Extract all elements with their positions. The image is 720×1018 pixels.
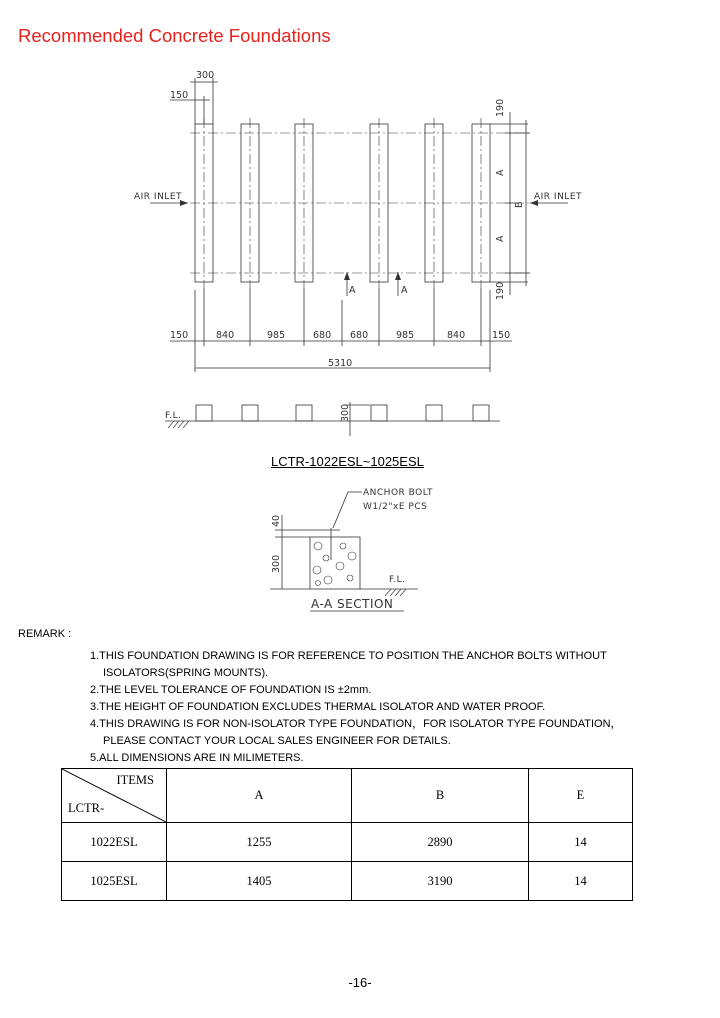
air-inlet-left: AIR INLET — [134, 192, 183, 202]
section-dim-40: 40 — [271, 514, 282, 527]
model-title: LCTR-1022ESL~1025ESL — [271, 454, 424, 469]
column-header: E — [529, 769, 633, 823]
bottom-dim: 150 — [170, 330, 189, 341]
dim-a-1: A — [495, 169, 506, 176]
cell-a: 1405 — [167, 862, 352, 901]
section-caption: A-A SECTION — [311, 597, 394, 611]
bottom-dim: 840 — [216, 330, 235, 341]
bottom-dim: 985 — [396, 330, 415, 341]
dim-150: 150 — [170, 90, 189, 101]
dim-a-2: A — [495, 235, 506, 242]
remark-heading: REMARK : — [18, 628, 72, 640]
bottom-dim: 680 — [350, 330, 369, 341]
table-row — [62, 823, 633, 862]
remark-item: ISOLATORS(SPRING MOUNTS). — [103, 667, 269, 679]
dim-300: 300 — [196, 70, 215, 81]
row-model: 1022ESL — [62, 823, 167, 862]
remark-item: 4.THIS DRAWING IS FOR NON-ISOLATOR TYPE FOUNDATION，FOR ISOLATOR TYPE FOUNDATION， — [90, 718, 622, 730]
remark-item: 5.ALL DIMENSIONS ARE IN MILIMETERS. — [90, 752, 304, 764]
dim-190-bottom: 190 — [495, 281, 506, 300]
cell-b: 2890 — [352, 823, 529, 862]
remark-item: 2.THE LEVEL TOLERANCE OF FOUNDATION IS ±2mm. — [90, 684, 372, 696]
table-row — [62, 862, 633, 901]
corner-lctr-label: LCTR- — [68, 801, 105, 815]
remark-item: 3.THE HEIGHT OF FOUNDATION EXCLUDES THERMAL ISOLATOR AND WATER PROOF. — [90, 701, 546, 713]
page-title: Recommended Concrete Foundations — [18, 25, 331, 46]
bottom-dim: 840 — [447, 330, 466, 341]
table-corner-cell — [62, 769, 167, 823]
section-floor-level: F.L. — [389, 575, 406, 585]
cell-a: 1255 — [167, 823, 352, 862]
total-length: 5310 — [328, 358, 353, 369]
dim-b: B — [514, 201, 525, 208]
anchor-bolt-label: ANCHOR BOLT — [363, 488, 434, 498]
bottom-dim: 150 — [492, 330, 511, 341]
cell-e: 14 — [529, 862, 633, 901]
column-header: B — [352, 769, 529, 823]
page-number: -16- — [348, 975, 372, 990]
elevation-height: 300 — [340, 403, 351, 422]
row-model: 1025ESL — [62, 862, 167, 901]
remark-list — [90, 648, 690, 767]
cell-b: 3190 — [352, 862, 529, 901]
remark-item: PLEASE CONTACT YOUR LOCAL SALES ENGINEER FOR DETAILS. — [103, 735, 451, 747]
remark-item: 1.THIS FOUNDATION DRAWING IS FOR REFERENCE TO POSITION THE ANCHOR BOLTS WITHOUT — [90, 650, 607, 662]
air-inlet-right: AIR INLET — [534, 192, 583, 202]
bottom-dim: 985 — [267, 330, 286, 341]
dim-190-top: 190 — [495, 98, 506, 117]
table-header-row — [62, 769, 633, 823]
anchor-spec-label: W1/2"xE PCS — [363, 502, 428, 512]
section-marker: A — [349, 285, 356, 296]
floor-level: F.L. — [165, 411, 182, 421]
bottom-dim: 680 — [313, 330, 332, 341]
section-marker: A — [401, 285, 408, 296]
column-header: A — [167, 769, 352, 823]
cell-e: 14 — [529, 823, 633, 862]
specification-table — [61, 768, 633, 901]
section-dim-300: 300 — [271, 554, 282, 573]
corner-items-label: ITEMS — [116, 773, 154, 787]
